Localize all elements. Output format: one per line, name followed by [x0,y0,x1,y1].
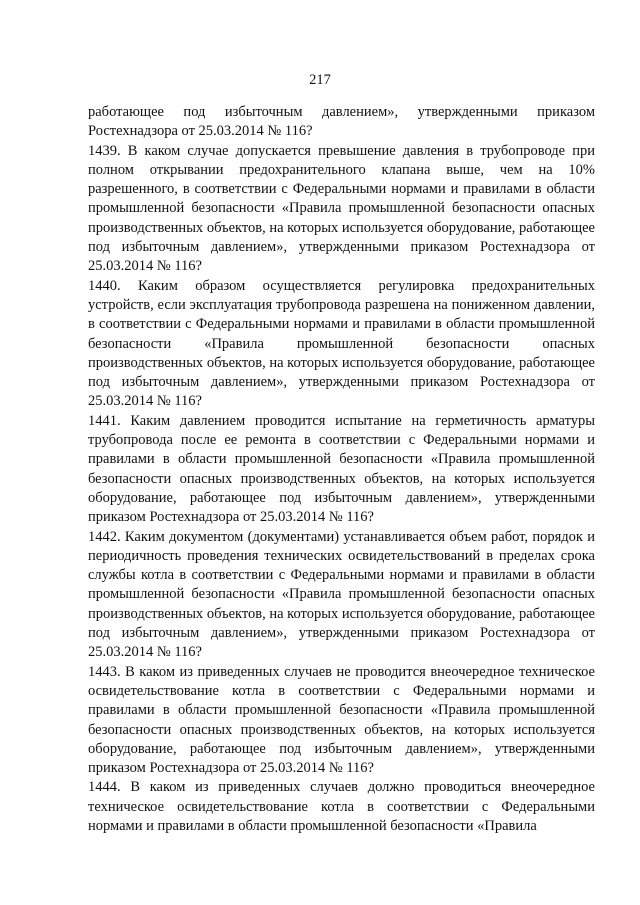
page-number: 217 [309,72,331,88]
question-1444: 1444. В каком из приведенных случаев должно проводиться внеочередное техническое освидетельствование котла в соответствии с Федеральными нормами и правилами в области промышленной безопасности «Правила [88,779,595,834]
question-1440: 1440. Каким образом осуществляется регулировка предохранительных устройств, если эксплуатация трубопровода разрешена на пониженном давлении, в соответствии с Федеральными нормами и правилами в области промышленной безопасности «Правила промышленной безопасности опасных производственных объектов, на которых используется оборудование, работающее под избыточным давлением», утвержденными приказом Ростехнадзора от 25.03.2014 № 116? [88,277,595,410]
question-1443: 1443. В каком из приведенных случаев не проводится внеочередное техническое освидетельствование котла в соответствии с Федеральными нормами и правилами в области промышленной безопасности «Правила промышленной безопасности опасных производственных объектов, на которых используется оборудование, работающее под избыточным давлением», утвержденными приказом Ростехнадзора от 25.03.2014 № 116? [88,663,595,777]
page-content [88,103,595,836]
question-1439: 1439. В каком случае допускается превышение давления в трубопроводе при полном открывании предохранительного клапана выше, чем на 10% разрешенного, в соответствии с Федеральными нормами и правилами в области промышленной безопасности «Правила промышленной безопасности опасных производственных объектов, на которых используется оборудование, работающее под избыточным давлением», утвержденными приказом Ростехнадзора от 25.03.2014 № 116? [88,142,595,275]
question-1441: 1441. Каким давлением проводится испытание на герметичность арматуры трубопровода после ее ремонта в соответствии с Федеральными нормами и правилами в области промышленной безопасности «Правила промышленной безопасности опасных производственных объектов, на которых используется оборудование, работающее под избыточным давлением», утвержденными приказом Ростехнадзора от 25.03.2014 № 116? [88,412,595,526]
question-1442: 1442. Каким документом (документами) устанавливается объем работ, порядок и периодичность проведения технических освидетельствований в пределах срока службы котла в соответствии с Федеральными нормами и правилами в области промышленной безопасности «Правила промышленной безопасности опасных производственных объектов, на которых используется оборудование, работающее под избыточным давлением», утвержденными приказом Ростехнадзора от 25.03.2014 № 116? [88,528,595,661]
paragraph-continuation: работающее под избыточным давлением», утвержденными приказом Ростехнадзора от 25.03.2014 № 116? [88,104,595,140]
